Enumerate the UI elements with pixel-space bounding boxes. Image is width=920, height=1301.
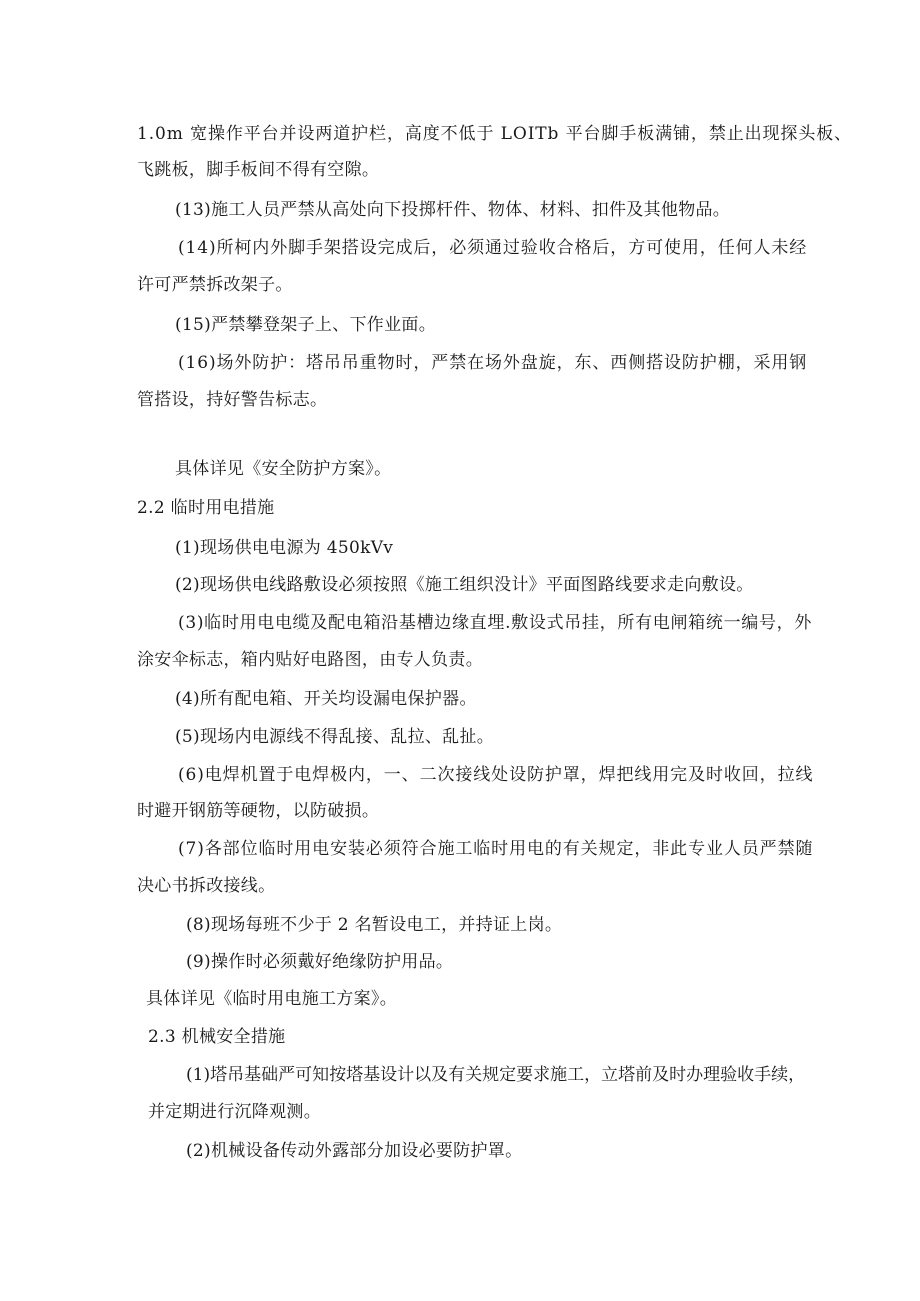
section-heading: 2.2 临时用电措施 bbox=[137, 498, 275, 518]
paragraph-line: (13)施工人员严禁从高处向下投掷杆件、物体、材料、扣件及其他物品。 bbox=[175, 200, 731, 220]
paragraph-line: 具体详见《安全防护方案》。 bbox=[175, 459, 392, 479]
paragraph-line: (2)机械设备传动外露部分加设必要防护罩。 bbox=[186, 1141, 523, 1161]
paragraph-line: 具体详见《临时用电施工方案》。 bbox=[146, 989, 397, 1009]
paragraph-line: 并定期进行沉降观测。 bbox=[148, 1102, 321, 1122]
paragraph-line: 飞跳板，脚手板间不得有空隙。 bbox=[137, 160, 380, 180]
paragraph-line: 管搭设，持好警告标志。 bbox=[137, 390, 328, 410]
paragraph-line: (8)现场每班不少于 2 名暂设电工，并持证上岗。 bbox=[186, 915, 563, 935]
paragraph-line: (15)严禁攀登架子上、下作业面。 bbox=[175, 315, 436, 335]
paragraph-line: 决心书拆改接线。 bbox=[137, 876, 276, 896]
paragraph-line: (1)现场供电电源为 450kVv bbox=[175, 538, 394, 558]
paragraph-line: 时避开钢筋等硬物，以防破损。 bbox=[137, 801, 380, 821]
paragraph-line: 1.0m 宽操作平台并设两道护栏，高度不低于 LOITb 平台脚手板满铺，禁止出现探头板、 bbox=[137, 124, 853, 144]
paragraph-line: (4)所有配电箱、开关均设漏电保护器。 bbox=[175, 689, 477, 709]
paragraph-line: 涂安伞标志，箱内贴好电路图，由专人负责。 bbox=[137, 650, 483, 670]
paragraph-line: (3)临时用电电缆及配电箱沿基槽边缘直埋.敷设式吊挂，所有电闸箱统一编号，外 bbox=[178, 613, 813, 633]
paragraph-line: (2)现场供电线路敷设必须按照《施工组织没计》平面图路线要求走向敷设。 bbox=[175, 575, 754, 595]
paragraph-line: (14)所柯内外脚手架搭设完成后，必须通过验收合格后，方可使用，任何人未经 bbox=[178, 238, 808, 258]
section-heading: 2.3 机械安全措施 bbox=[148, 1027, 286, 1047]
paragraph-line: (7)各部位临时用电安装必须符合施工临时用电的有关规定，非此专业人员严禁随 bbox=[178, 839, 814, 859]
paragraph-line: (16)场外防护：塔吊吊重物时，严禁在场外盘旋，东、西侧搭设防护棚，采用钢 bbox=[178, 353, 808, 373]
paragraph-line: (6)电焊机置于电焊极内，一、二次接线处设防护罩，焊把线用完及时收回，拉线 bbox=[178, 765, 814, 785]
paragraph-line: (5)现场内电源线不得乱接、乱拉、乱扯。 bbox=[175, 727, 495, 747]
paragraph-line: (1)塔吊基础严可知按塔基设计以及有关规定要求施工，立塔前及时办理验收手续， bbox=[186, 1065, 806, 1085]
paragraph-line: (9)操作时必须戴好绝缘防护用品。 bbox=[186, 952, 454, 972]
paragraph-line: 许可严禁拆改架子。 bbox=[137, 275, 293, 295]
